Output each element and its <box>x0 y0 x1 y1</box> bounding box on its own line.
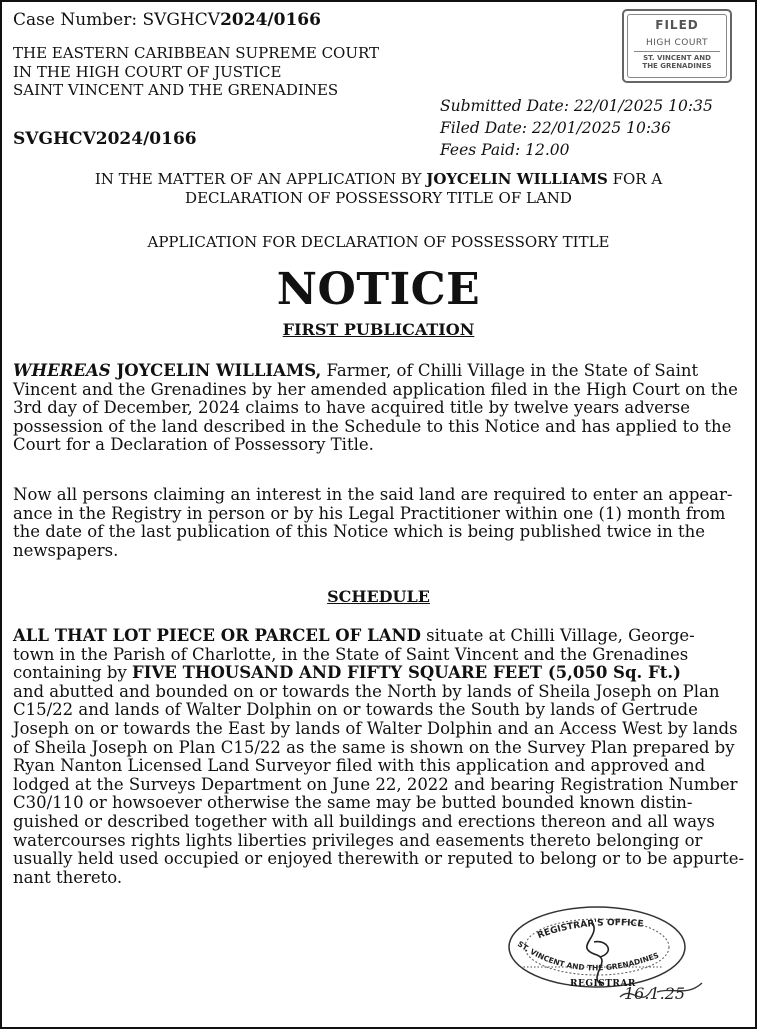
filed-stamp-place-1: ST. VINCENT AND <box>643 54 711 62</box>
case-number-year-serial: 2024/0166 <box>220 10 321 30</box>
filed-stamp-place-2: THE GRENADINES <box>642 62 712 70</box>
filed-stamp <box>622 9 732 83</box>
court-line-1: THE EASTERN CARIBBEAN SUPREME COURT <box>13 44 380 62</box>
schedule-heading: SCHEDULE <box>327 587 430 606</box>
matter-line-1-post: FOR A <box>607 170 663 188</box>
claims-paragraph <box>13 486 745 560</box>
signature-mark <box>587 922 609 985</box>
paragraph-1-line: possession of the land described in the Schedule to this Notice and has applied to the <box>13 416 732 436</box>
case-number <box>13 10 321 30</box>
schedule-line: Joseph on or towards the East by lands of Walter Dolphin and an Access West by lands <box>13 718 738 738</box>
schedule-line: C30/110 or howsoever otherwise the same may be butted bounded known distin- <box>13 793 693 813</box>
filing-details <box>440 95 713 161</box>
whereas-paragraph <box>13 362 745 455</box>
schedule-line: and abutted and bounded on or towards the North by lands of Sheila Joseph on Plan <box>13 681 720 701</box>
paragraph-1-line: 3rd day of December, 2024 claims to have acquired title by twelve years adverse <box>13 398 691 418</box>
court-line-3: SAINT VINCENT AND THE GRENADINES <box>13 81 339 99</box>
paragraph-2-line: ance in the Registry in person or by his Legal Practitioner within one (1) month from <box>13 503 726 523</box>
schedule-line: usually held used occupied or enjoyed therewith or reputed to belong or to be appurte- <box>13 849 745 869</box>
schedule-line: watercourses rights lights liberties privileges and easements thereto belonging or <box>13 830 703 850</box>
registrar-label: REGISTRAR <box>570 979 636 989</box>
schedule-line: town in the Parish of Charlotte, in the State of Saint Vincent and the Grenadines <box>13 644 689 664</box>
schedule-line-3 <box>13 664 745 683</box>
filed-date: Filed Date: 22/01/2025 10:36 <box>440 119 671 137</box>
fees-paid: Fees Paid: 12.00 <box>440 141 570 159</box>
land-area: FIVE THOUSAND AND FIFTY SQUARE FEET (5,050 Sq. Ft.) <box>132 663 681 683</box>
schedule-line: C15/22 and lands of Walter Dolphin on or towards the South by lands of Gertrude <box>13 700 698 720</box>
seal-top-text: REGISTRAR'S OFFICE <box>536 918 644 942</box>
schedule-line-3-pre: containing by <box>13 663 133 683</box>
applicant-name: JOYCELIN WILLIAMS <box>426 170 608 188</box>
application-title: APPLICATION FOR DECLARATION OF POSSESSORY TITLE <box>147 233 610 251</box>
registrar-seal <box>502 897 742 1027</box>
paragraph-1-line-1-rest: Farmer, of Chilli Village in the State of Saint <box>321 361 699 380</box>
matter-line-1 <box>2 170 755 189</box>
case-number-prefix: Case Number: SVGHCV <box>13 10 221 30</box>
parcel-heading: ALL THAT LOT PIECE OR PARCEL OF LAND <box>13 626 421 645</box>
submitted-date: Submitted Date: 22/01/2025 10:35 <box>440 97 713 115</box>
seal-bottom-text: ST. VINCENT AND THE GRENADINES <box>515 939 661 973</box>
filed-stamp-title: FILED <box>655 18 699 32</box>
schedule-line: nant thereto. <box>13 867 123 887</box>
matter-line-1-pre: IN THE MATTER OF AN APPLICATION BY <box>94 170 427 188</box>
whereas-word: WHEREAS <box>13 361 111 380</box>
paragraph-1-line: Court for a Declaration of Possessory Title. <box>13 435 374 455</box>
paragraph-2-line: the date of the last publication of this Notice which is being published twice in the <box>13 522 706 542</box>
schedule-line-1 <box>13 627 745 646</box>
paragraph-2-line: Now all persons claiming an interest in the said land are required to enter an appear- <box>13 485 733 504</box>
court-line-2: IN THE HIGH COURT OF JUSTICE <box>13 62 282 81</box>
court-heading <box>13 44 379 100</box>
paragraph-1-line-1 <box>13 362 745 381</box>
paragraph-2-line: newspapers. <box>13 540 119 560</box>
filed-stamp-divider <box>634 51 720 52</box>
schedule-line-1-rest: situate at Chilli Village, George- <box>420 626 695 645</box>
notice-title: NOTICE <box>276 264 481 315</box>
paragraph-1-line: Vincent and the Grenadines by her amended application filed in the High Court on the <box>13 379 738 399</box>
claim-reference: SVGHCV2024/0166 <box>13 129 197 149</box>
publication-label: FIRST PUBLICATION <box>282 320 475 339</box>
schedule-line: guished or described together with all buildings and erections thereon and all ways <box>13 811 715 831</box>
applicant-name-body: JOYCELIN WILLIAMS, <box>110 361 322 380</box>
matter-heading <box>2 170 755 208</box>
signature-date: 16.1.25 <box>624 984 686 1003</box>
filed-stamp-inner <box>627 14 727 78</box>
filed-stamp-court: HIGH COURT <box>645 38 709 48</box>
schedule-line: of Sheila Joseph on Plan C15/22 as the same is shown on the Survey Plan prepared by <box>13 737 735 757</box>
schedule-line: Ryan Nanton Licensed Land Surveyor filed with this application and approved and <box>13 756 706 776</box>
schedule-paragraph <box>13 627 745 887</box>
schedule-line: lodged at the Surveys Department on June 22, 2022 and bearing Registration Number <box>13 774 738 794</box>
matter-line-2: DECLARATION OF POSSESSORY TITLE OF LAND <box>185 189 572 207</box>
